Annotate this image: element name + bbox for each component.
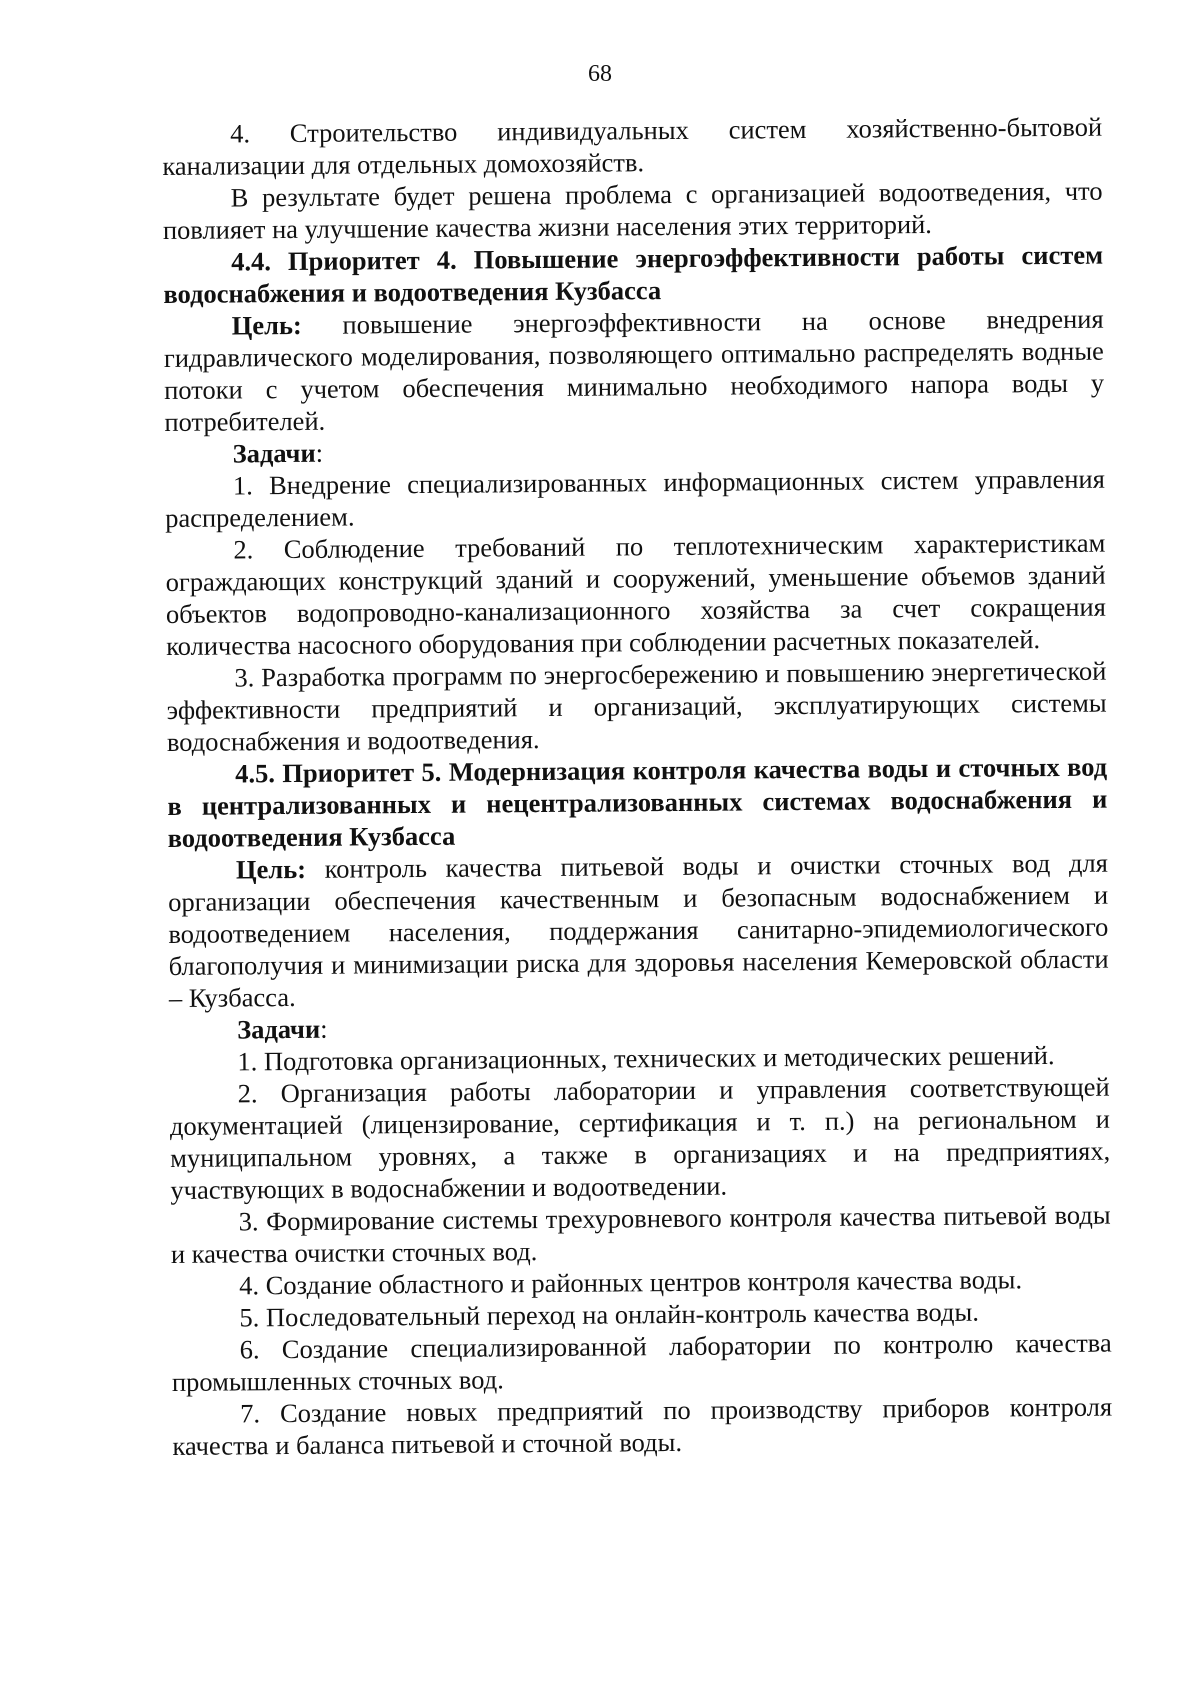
priority-4-goal-label: Цель:	[231, 309, 302, 341]
priority-5-task-3: 3. Формирование системы трехуровневого контроля качества питьевой воды и качества очистки сточных вод.	[170, 1199, 1111, 1269]
document-body	[162, 111, 1113, 1462]
priority-5-task-6: 6. Создание специализированной лаборатории по контролю качества промышленных сточных вод.	[171, 1327, 1112, 1397]
priority-4-task-2: 2. Соблюдение требований по теплотехническим характеристикам ограждающих конструкций зданий и сооружений, уменьшение объемов зданий объектов водопроводно-канализационного хозяйства за счет сокращения количества насосного оборудования при соблюдении расчетных показателей.	[165, 527, 1106, 661]
priority-5-task-4: 4. Создание областного и районных центров контроля качества воды.	[239, 1264, 1023, 1301]
priority-5-goal-label: Цель:	[235, 853, 307, 885]
priority-5-goal	[168, 847, 1109, 1014]
priority-4-task-1: 1. Внедрение специализированных информационных систем управления распределением.	[165, 463, 1105, 533]
priority-5-task-1: 1. Подготовка организационных, технических и методических решений.	[237, 1040, 1055, 1077]
priority-4-goal	[164, 303, 1105, 438]
priority-5-task-5: 5. Последовательный переход на онлайн-контроль качества воды.	[239, 1296, 980, 1333]
priority-5-goal-text: контроль качества питьевой воды и очистки сточных вод для организации обеспечения качественным и безопасным водоснабжением и водоотведением населения, поддержания санитарно-эпидемиологического благополучия и минимизации риска для здоровья населения Кемеровской области – Кузбасса.	[168, 847, 1109, 1013]
intro-result-paragraph: В результате будет решена проблема с организацией водоотведения, что повлияет на улучшение качества жизни населения этих территорий.	[162, 175, 1103, 245]
priority-5-tasks-label-text: Задачи	[237, 1013, 321, 1045]
priority-4-heading: 4.4. Приоритет 4. Повышение энергоэффективности работы систем водоснабжения и водоотведения Кузбасса	[163, 239, 1104, 309]
priority-4-tasks-colon: :	[315, 437, 324, 468]
priority-5-heading: 4.5. Приоритет 5. Модернизация контроля качества воды и сточных вод в централизованных и нецентрализованных системах водоснабжения и водоотведения Кузбасса	[167, 751, 1108, 853]
priority-5-task-2: 2. Организация работы лаборатории и управления соответствующей документацией (лицензирование, сертификация и т. п.) на региональном и муниципальном уровнях, а также в организациях и на предприятиях, участвующих в водоснабжении и водоотведении.	[169, 1071, 1111, 1205]
priority-4-task-3: 3. Разработка программ по энергосбережению и повышению энергетической эффективности предприятий и организаций, эксплуатирующих системы водоснабжения и водоотведения.	[166, 655, 1107, 757]
page-number: 68	[588, 61, 612, 87]
intro-item-4: 4. Строительство индивидуальных систем хозяйственно-бытовой канализации для отдельных домохозяйств.	[162, 111, 1103, 181]
priority-5-tasks-colon: :	[320, 1013, 328, 1044]
priority-4-tasks-label-text: Задачи	[232, 437, 316, 469]
priority-4-goal-text: повышение энергоэффективности на основе внедрения гидравлического моделирования, позволяющего оптимально распределять водные потоки с учетом обеспечения минимально необходимого напора воды у потребителей.	[163, 303, 1105, 437]
priority-5-task-7: 7. Создание новых предприятий по производству приборов контроля качества и баланса питьевой и сточной воды.	[172, 1391, 1113, 1461]
